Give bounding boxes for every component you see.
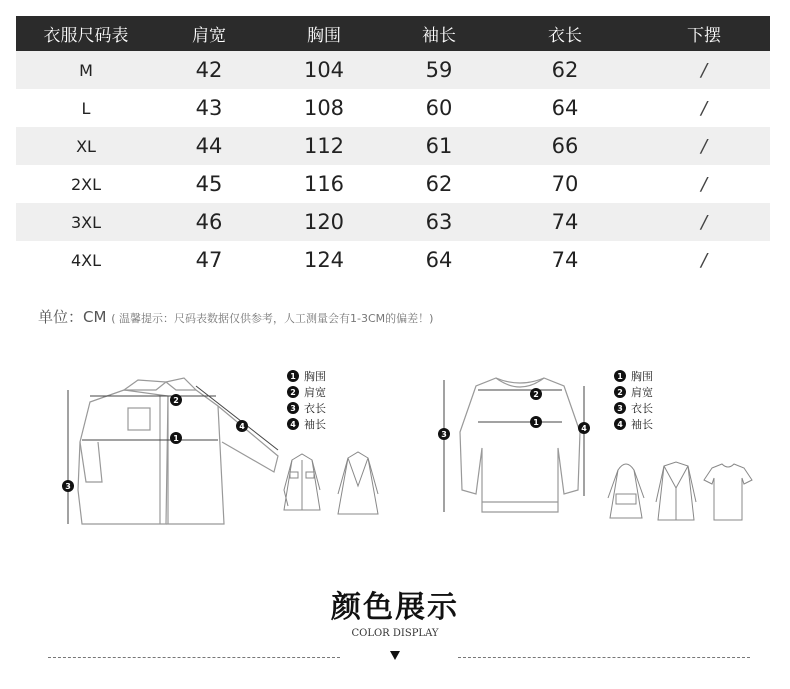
- jacket-sketches: [280, 450, 390, 522]
- shirt-measurement-diagram: [56, 372, 286, 532]
- header-garment-length: 衣长: [492, 16, 638, 51]
- legend-label: 衣长: [631, 402, 653, 415]
- table-cell: /: [638, 51, 770, 89]
- legend-number-icon: 4: [614, 418, 626, 430]
- table-cell: /: [638, 203, 770, 241]
- legend-number-icon: 3: [287, 402, 299, 414]
- legend-number-icon: 2: [287, 386, 299, 398]
- legend-label: 袖长: [304, 418, 326, 431]
- svg-text:3: 3: [65, 482, 71, 491]
- legend-number-icon: 4: [287, 418, 299, 430]
- svg-text:2: 2: [173, 396, 179, 405]
- unit-label: 单位：CM: [38, 308, 107, 326]
- table-cell: 108: [262, 89, 386, 127]
- sweater-measurement-diagram: [434, 372, 604, 524]
- divider-left: [48, 657, 340, 658]
- sweater-marker-4-icon: [578, 422, 590, 434]
- sweater-marker-3-icon: [438, 428, 450, 440]
- table-cell: 64: [492, 89, 638, 127]
- legend-label: 肩宽: [631, 386, 653, 399]
- legend-label: 衣长: [304, 402, 326, 415]
- legend-number-icon: 3: [614, 402, 626, 414]
- legend-item: [287, 368, 326, 384]
- header-shoulder-width: 肩宽: [156, 16, 262, 51]
- size-cell: 2XL: [16, 165, 156, 203]
- shirt-marker-2-icon: [170, 394, 182, 406]
- shirt-marker-1-icon: [170, 432, 182, 444]
- sweater-legend: [614, 368, 653, 432]
- header-sleeve-length: 袖长: [386, 16, 492, 51]
- sweater-marker-1-icon: [530, 416, 542, 428]
- legend-item: [614, 368, 653, 384]
- knitwear-sketches: [604, 458, 754, 526]
- arrow-down-icon: [390, 651, 400, 660]
- divider-right: [458, 657, 750, 658]
- size-cell: 3XL: [16, 203, 156, 241]
- legend-item: [614, 416, 653, 432]
- table-cell: 45: [156, 165, 262, 203]
- size-cell: M: [16, 51, 156, 89]
- table-cell: 66: [492, 127, 638, 165]
- table-cell: 120: [262, 203, 386, 241]
- table-row: [16, 127, 770, 165]
- legend-label: 肩宽: [304, 386, 326, 399]
- table-cell: 104: [262, 51, 386, 89]
- table-cell: 70: [492, 165, 638, 203]
- legend-label: 袖长: [631, 418, 653, 431]
- size-cell: 4XL: [16, 241, 156, 279]
- legend-item: [614, 384, 653, 400]
- table-cell: 44: [156, 127, 262, 165]
- measurement-tip: ( 温馨提示：尺码表数据仅供参考，人工测量会有1-3CM的偏差！): [111, 312, 434, 325]
- table-cell: 59: [386, 51, 492, 89]
- table-cell: 43: [156, 89, 262, 127]
- table-cell: 63: [386, 203, 492, 241]
- table-cell: 74: [492, 203, 638, 241]
- svg-text:1: 1: [533, 418, 539, 427]
- header-size-chart: 衣服尺码表: [16, 16, 156, 51]
- table-cell: 47: [156, 241, 262, 279]
- table-cell: 60: [386, 89, 492, 127]
- table-cell: 74: [492, 241, 638, 279]
- table-cell: 116: [262, 165, 386, 203]
- legend-label: 胸围: [631, 370, 653, 383]
- table-header-row: [16, 16, 770, 51]
- shirt-marker-3-icon: [62, 480, 74, 492]
- svg-text:1: 1: [173, 434, 179, 443]
- denim-jacket-icon: [284, 454, 320, 510]
- table-row: [16, 51, 770, 89]
- svg-text:4: 4: [239, 422, 245, 431]
- size-cell: XL: [16, 127, 156, 165]
- svg-text:2: 2: [533, 390, 539, 399]
- blazer-icon: [338, 452, 378, 514]
- hoodie-icon: [608, 464, 644, 518]
- table-cell: 62: [386, 165, 492, 203]
- shirt-legend: [287, 368, 326, 432]
- color-display-subtitle: COLOR DISPLAY: [351, 628, 439, 639]
- table-cell: /: [638, 241, 770, 279]
- legend-number-icon: 1: [287, 370, 299, 382]
- size-table: [16, 16, 770, 279]
- legend-label: 胸围: [304, 370, 326, 383]
- table-row: [16, 203, 770, 241]
- legend-number-icon: 2: [614, 386, 626, 398]
- table-cell: 62: [492, 51, 638, 89]
- table-row: [16, 241, 770, 279]
- table-cell: 42: [156, 51, 262, 89]
- table-row: [16, 165, 770, 203]
- header-hem: 下摆: [638, 16, 770, 51]
- table-cell: 46: [156, 203, 262, 241]
- shirt-marker-4-icon: [236, 420, 248, 432]
- size-cell: L: [16, 89, 156, 127]
- table-cell: 124: [262, 241, 386, 279]
- sweater-marker-2-icon: [530, 388, 542, 400]
- svg-text:3: 3: [441, 430, 447, 439]
- table-row: [16, 89, 770, 127]
- cardigan-icon: [656, 462, 696, 520]
- legend-item: [287, 384, 326, 400]
- legend-item: [287, 400, 326, 416]
- color-display-title: 颜色展示: [331, 590, 459, 625]
- measurement-note: [38, 306, 433, 327]
- table-cell: /: [638, 89, 770, 127]
- sweater-outline-icon: [460, 378, 580, 512]
- table-cell: 112: [262, 127, 386, 165]
- legend-number-icon: 1: [614, 370, 626, 382]
- legend-item: [287, 416, 326, 432]
- table-cell: 61: [386, 127, 492, 165]
- legend-item: [614, 400, 653, 416]
- header-chest: 胸围: [262, 16, 386, 51]
- svg-text:4: 4: [581, 424, 587, 433]
- table-cell: /: [638, 127, 770, 165]
- t-shirt-icon: [704, 464, 752, 520]
- table-cell: /: [638, 165, 770, 203]
- table-cell: 64: [386, 241, 492, 279]
